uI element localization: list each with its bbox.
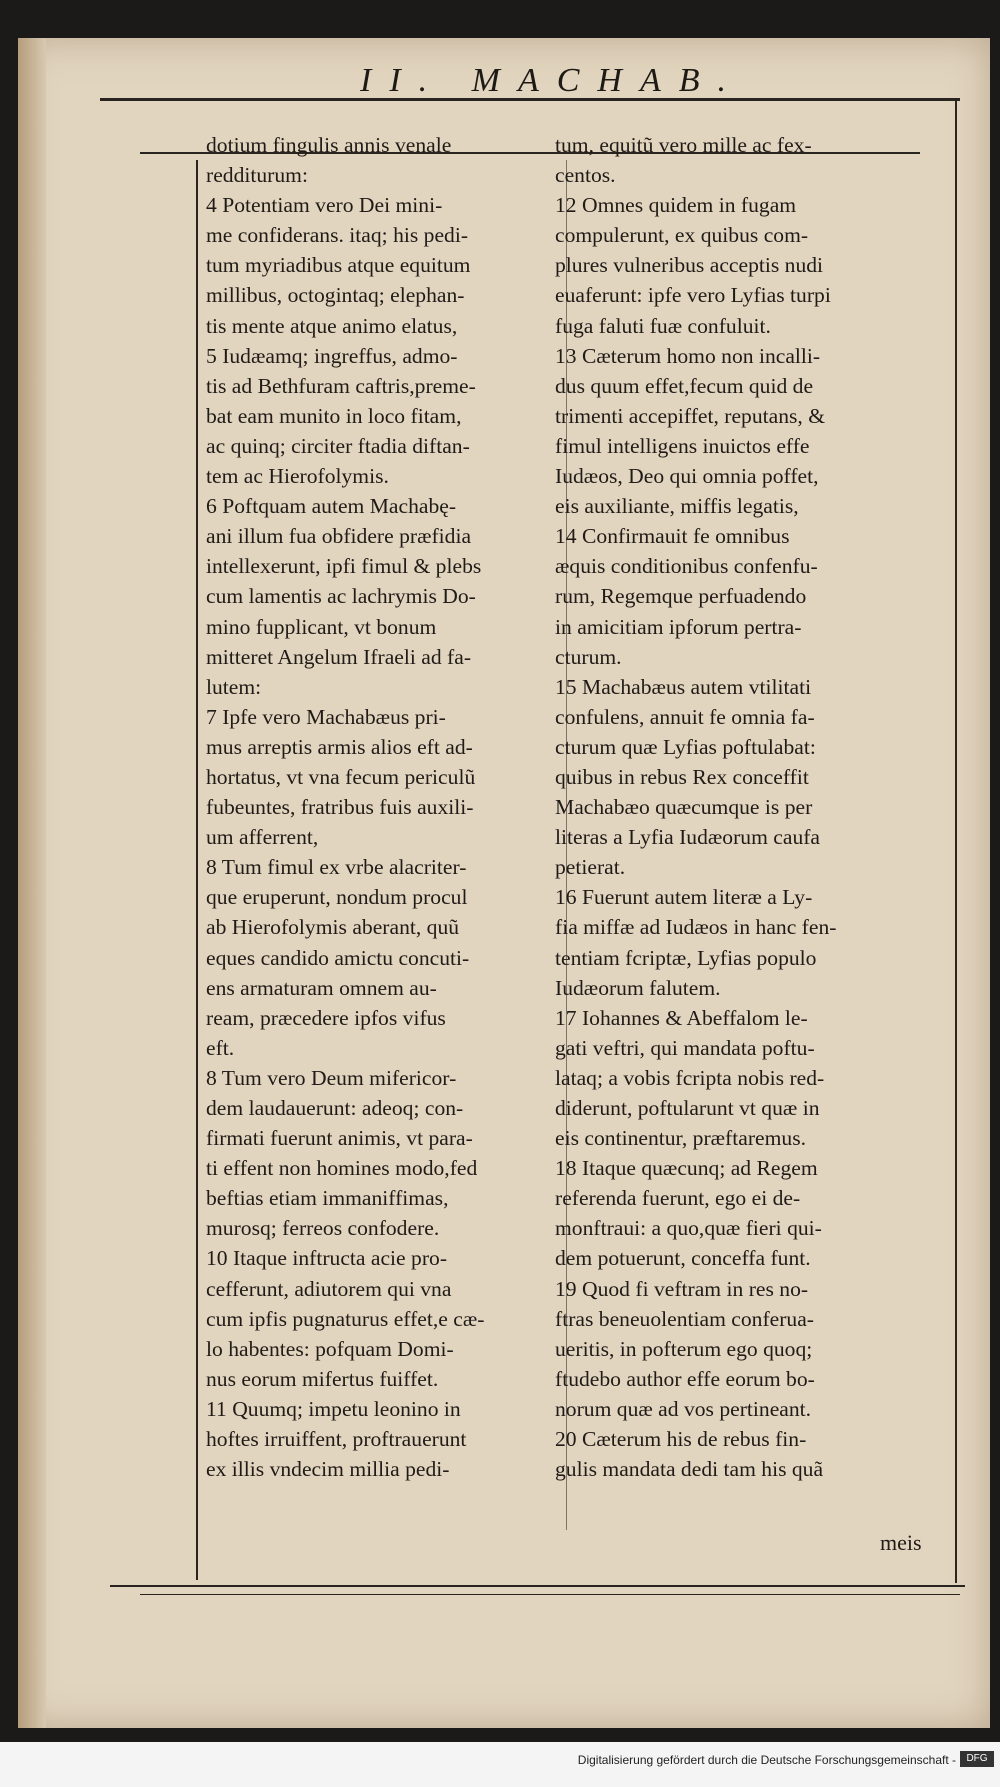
text-line: ueritis, in pofterum ego quoq;: [555, 1336, 813, 1361]
text-line: fimul intelligens inuictos effe: [555, 433, 810, 458]
text-line: hortatus, vt vna fecum periculũ: [206, 764, 476, 789]
text-line: redditurum:: [206, 163, 308, 188]
text-line: eis auxiliante, miffis legatis,: [555, 494, 799, 519]
text-line: lo habentes: pofquam Domi-: [206, 1336, 454, 1361]
text-line: tum myriadibus atque equitum: [206, 253, 471, 278]
text-line: dem laudauerunt: adeoq; con-: [206, 1096, 464, 1120]
text-line: mitteret Angelum Ifraeli ad fa-: [206, 644, 472, 669]
text-line: 15 Machabæus autem vtilitati: [555, 674, 812, 699]
text-line: tem ac Hierofolymis.: [206, 464, 389, 489]
text-line: in amicitiam ipforum pertra-: [555, 614, 802, 639]
text-line: Iudæos, Deo qui omnia poffet,: [555, 464, 819, 489]
text-line: literas a Lyfia Iudæorum caufa: [555, 825, 821, 850]
text-line: euaferunt: ipfe vero Lyfias turpi: [555, 283, 831, 308]
text-line: cturum.: [555, 644, 622, 669]
text-line: ream, præcedere ipfos vifus: [206, 1005, 446, 1030]
text-line: intellexerunt, ipfi fimul & plebs: [206, 554, 482, 579]
text-line: 8 Tum fimul ex vrbe alacriter-: [206, 855, 467, 880]
text-line: tum, equitũ vero mille ac fex-: [555, 133, 812, 157]
text-line: ti effent non homines modo,fed: [206, 1156, 478, 1181]
text-line: gati veftri, qui mandata poftu-: [555, 1035, 815, 1060]
text-line: 11 Quumq; impetu leonino in: [206, 1396, 461, 1421]
text-line: 6 Poftquam autem Machabę-: [206, 494, 457, 519]
dfg-logo: DFG: [960, 1751, 994, 1767]
page-gutter: [18, 38, 46, 1728]
text-line: dotium fingulis annis venale: [206, 133, 452, 157]
text-line: cum ipfis pugnaturus effet,e cæ-: [206, 1306, 485, 1331]
bottom-rule-lower: [140, 1594, 960, 1595]
text-line: ftudebo author effe eorum bo-: [555, 1366, 815, 1391]
text-line: ens armaturam omnem au-: [206, 975, 437, 1000]
left-text-column: [206, 130, 556, 1484]
text-line: norum quæ ad vos pertineant.: [555, 1396, 812, 1421]
text-line: 10 Itaque inftructa acie pro-: [206, 1246, 448, 1271]
text-line: dus quum effet,fecum quid de: [555, 373, 814, 398]
text-line: eis continentur, præftaremus.: [555, 1126, 806, 1151]
text-line: 4 Potentiam vero Dei mini-: [206, 193, 443, 218]
catchword: meis: [880, 1530, 922, 1555]
text-line: tis mente atque animo elatus,: [206, 313, 458, 338]
text-line: beftias etiam immaniffimas,: [206, 1186, 449, 1211]
text-line: mino fupplicant, vt bonum: [206, 614, 437, 639]
bottom-rule: [110, 1585, 965, 1587]
text-line: cum lamentis ac lachrymis Do-: [206, 584, 476, 609]
text-line: centos.: [555, 163, 616, 188]
text-line: 12 Omnes quidem in fugam: [555, 193, 797, 218]
text-line: murosq; ferreos confodere.: [206, 1216, 440, 1241]
text-line: petierat.: [555, 855, 626, 880]
text-line: lataq; a vobis fcripta nobis red-: [555, 1065, 825, 1090]
text-line: me confiderans. itaq; his pedi-: [206, 223, 469, 248]
text-line: cefferunt, adiutorem qui vna: [206, 1276, 452, 1301]
text-line: fubeuntes, fratribus fuis auxili-: [206, 795, 474, 820]
text-line: ac quinq; circiter ftadia diftan-: [206, 433, 470, 458]
running-title: II. MACHAB.: [360, 62, 745, 99]
funding-credit: Digitalisierung gefördert durch die Deutsche Forschungsgemeinschaft -: [577, 1753, 956, 1767]
text-line: dem potuerunt, conceffa funt.: [555, 1246, 811, 1271]
text-line: mus arreptis armis alios eft ad-: [206, 734, 473, 759]
text-line: eques candido amictu concuti-: [206, 945, 470, 970]
text-line: trimenti accepiffet, reputans, &: [555, 403, 826, 428]
text-line: monftraui: a quo,quæ fieri qui-: [555, 1216, 822, 1241]
text-line: ftras beneuolentiam conferua-: [555, 1306, 814, 1331]
left-column-rule: [196, 160, 198, 1580]
text-line: referenda fuerunt, ego ei de-: [555, 1186, 801, 1211]
text-line: eft.: [206, 1035, 235, 1060]
text-line: cturum quæ Lyfias poftulabat:: [555, 734, 816, 759]
text-line: hoftes irruiffent, proftrauerunt: [206, 1427, 467, 1452]
text-line: compulerunt, ex quibus com-: [555, 223, 809, 248]
text-line: ani illum fua obfidere præfidia: [206, 524, 472, 549]
text-line: diderunt, poftularunt vt quæ in: [555, 1096, 820, 1120]
text-line: confulens, annuit fe omnia fa-: [555, 704, 815, 729]
text-line: ab Hierofolymis aberant, quũ: [206, 915, 460, 940]
text-line: 16 Fuerunt autem literæ a Ly-: [555, 885, 813, 910]
text-line: fuga faluti fuæ confuluit.: [555, 313, 771, 338]
text-line: 8 Tum vero Deum mifericor-: [206, 1065, 457, 1090]
text-line: Iudæorum falutem.: [555, 975, 721, 1000]
text-line: ex illis vndecim millia pedi-: [206, 1457, 450, 1482]
text-line: 7 Ipfe vero Machabæus pri-: [206, 704, 446, 729]
text-line: 14 Confirmauit fe omnibus: [555, 524, 790, 549]
right-column-rule: [955, 98, 957, 1583]
text-line: quibus in rebus Rex conceffit: [555, 764, 809, 789]
right-text-column: [555, 130, 940, 1484]
text-line: lutem:: [206, 674, 262, 699]
text-line: rum, Regemque perfuadendo: [555, 584, 807, 609]
text-line: que eruperunt, nondum procul: [206, 885, 468, 910]
text-line: æquis conditionibus confenfu-: [555, 554, 818, 579]
digitization-footer: [0, 1742, 1000, 1787]
text-line: tis ad Bethfuram caftris,preme-: [206, 373, 476, 398]
text-line: 5 Iudæamq; ingreffus, admo-: [206, 343, 458, 368]
text-line: millibus, octogintaq; elephan-: [206, 283, 465, 308]
text-line: plures vulneribus acceptis nudi: [555, 253, 824, 278]
text-line: 17 Iohannes & Abeffalom le-: [555, 1005, 808, 1030]
text-line: 20 Cæterum his de rebus fin-: [555, 1427, 807, 1452]
text-line: firmati fuerunt animis, vt para-: [206, 1126, 473, 1151]
text-line: gulis mandata dedi tam his quã: [555, 1457, 824, 1482]
text-line: fia miffæ ad Iudæos in hanc fen-: [555, 915, 837, 940]
text-line: 13 Cæterum homo non incalli-: [555, 343, 821, 368]
text-line: 19 Quod fi veftram in res no-: [555, 1276, 809, 1301]
text-line: Machabæo quæcumque is per: [555, 795, 813, 820]
text-line: 18 Itaque quæcunq; ad Regem: [555, 1156, 818, 1181]
text-line: um afferrent,: [206, 825, 319, 850]
text-line: nus eorum mifertus fuiffet.: [206, 1366, 439, 1391]
text-line: tentiam fcriptæ, Lyfias populo: [555, 945, 817, 970]
text-line: bat eam munito in loco fitam,: [206, 403, 462, 428]
